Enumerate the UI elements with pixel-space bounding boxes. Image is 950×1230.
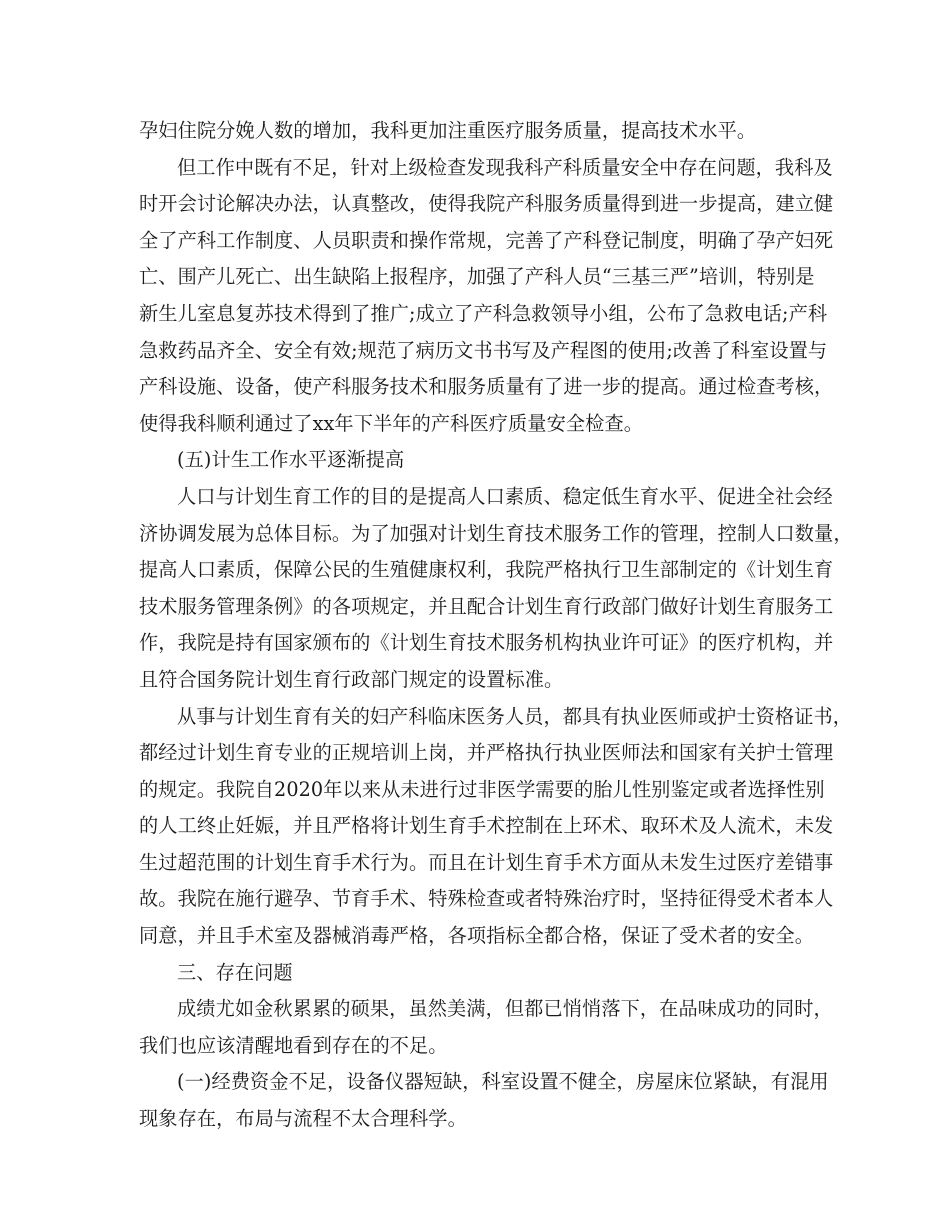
section-heading: (五)计生工作水平逐渐提高	[177, 448, 405, 472]
text-line: 亡、围产儿死亡、出生缺陷上报程序，加强了产科人员“三基三严”培训，特别是	[139, 265, 815, 289]
text-line: 且符合国务院计划生育行政部门规定的设置标准。	[139, 667, 564, 691]
text-line: 我们也应该清醒地看到存在的不足。	[139, 1033, 448, 1057]
text-line: 生过超范围的计划生育手术行为。而且在计划生育手术方面从未发生过医疗差错事	[139, 850, 834, 874]
text-line: 作，我院是持有国家颁布的《计划生育技术服务机构执业许可证》的医疗机构，并	[139, 631, 834, 655]
text-line: 现象存在，布局与流程不太合理科学。	[139, 1107, 467, 1131]
text-line: 同意，并且手术室及器械消毒严格，各项指标全都合格，保证了受术者的安全。	[139, 924, 815, 948]
text-line: 全了产科工作制度、人员职责和操作常规，完善了产科登记制度，明确了孕产妇死	[139, 228, 834, 252]
text-line: 成绩尤如金秋累累的硕果，虽然美满，但都已悄悄落下，在品味成功的同时，	[177, 997, 833, 1021]
text-line: 提高人口素质，保障公民的生殖健康权利，我院严格执行卫生部制定的《计划生育	[139, 558, 834, 582]
text-line: 的规定。我院自2020年以来从未进行过非医学需要的胎儿性别鉴定或者选择性别	[139, 777, 825, 801]
text-line: 孕妇住院分娩人数的增加，我科更加注重医疗服务质量，提高技术水平。	[139, 119, 757, 142]
text-line: 使得我科顺利通过了xx年下半年的产科医疗质量安全检查。	[139, 411, 644, 435]
text-line: (一)经费资金不足，设备仪器短缺，科室设置不健全，房屋床位紧缺，有混用	[177, 1070, 829, 1094]
text-line: 的人工终止妊娠，并且严格将计划生育手术控制在上环术、取环术及人流术，未发	[139, 814, 834, 838]
text-line: 从事与计划生育有关的妇产科临床医务人员，都具有执业医师或护士资格证书，	[177, 704, 853, 728]
text-line: 但工作中既有不足，针对上级检查发现我科产科质量安全中存在问题，我科及	[177, 155, 833, 179]
text-line: 济协调发展为总体目标。为了加强对计划生育技术服务工作的管理，控制人口数量，	[139, 521, 853, 545]
text-line: 人口与计划生育工作的目的是提高人口素质、稳定低生育水平、促进全社会经	[177, 484, 833, 508]
text-line: 新生儿室息复苏技术得到了推广;成立了产科急救领导小组，公布了急救电话;产科	[139, 301, 828, 325]
text-line: 产科设施、设备，使产科服务技术和服务质量有了进一步的提高。通过检查考核，	[139, 375, 834, 399]
text-line: 急救药品齐全、安全有效;规范了病历文书书写及产程图的使用;改善了科室设置与	[139, 338, 828, 362]
document-body	[139, 113, 853, 1138]
text-line: 故。我院在施行避孕、节育手术、特殊检查或者特殊治疗时，坚持征得受术者本人	[139, 887, 834, 911]
section-heading: 三、存在问题	[177, 960, 293, 984]
text-line: 时开会讨论解决办法，认真整改，使得我院产科服务质量得到进一步提高，建立健	[139, 192, 834, 216]
text-line: 技术服务管理条例》的各项规定，并且配合计划生育行政部门做好计划生育服务工	[139, 594, 834, 618]
text-line: 都经过计划生育专业的正规培训上岗，并严格执行执业医师法和国家有关护士管理	[139, 741, 834, 765]
